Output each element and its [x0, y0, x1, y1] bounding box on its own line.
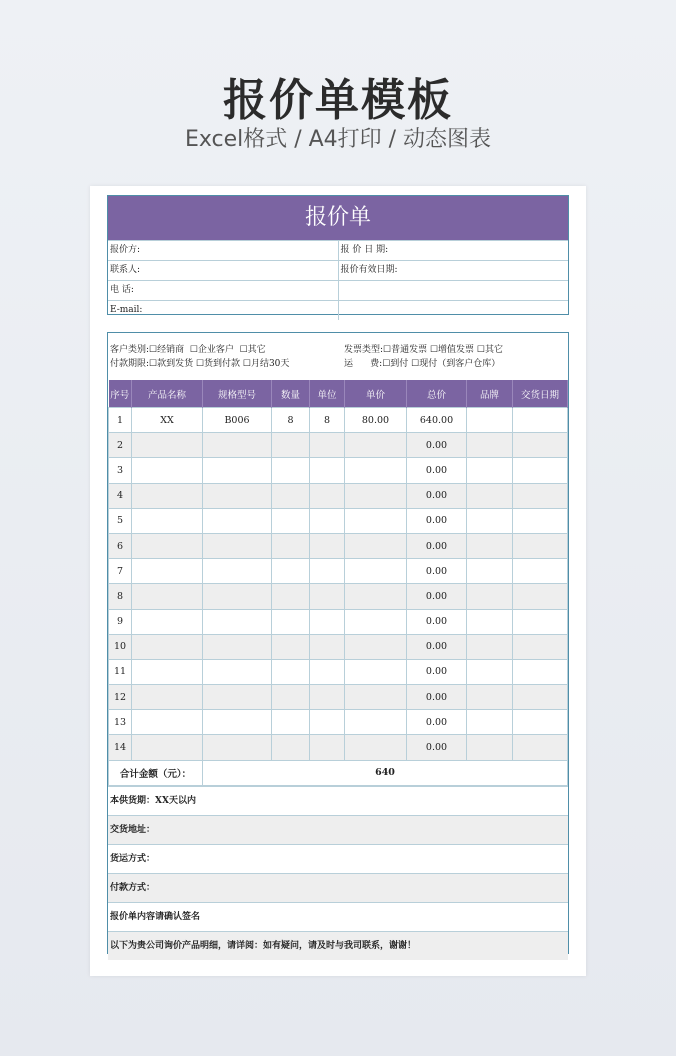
- table-cell[interactable]: [203, 659, 272, 684]
- table-row: [109, 685, 568, 710]
- quote-date-label[interactable]: 报 价 日 期:: [338, 241, 569, 260]
- table-cell[interactable]: [272, 609, 310, 634]
- table-cell[interactable]: XX: [132, 408, 203, 433]
- quote-header: [107, 195, 569, 315]
- table-cell[interactable]: [345, 735, 407, 760]
- table-cell[interactable]: [467, 659, 513, 684]
- table-row: [109, 735, 568, 760]
- table-cell[interactable]: 2: [109, 433, 132, 458]
- email-label[interactable]: E-mail:: [110, 305, 143, 315]
- info-row: [108, 280, 568, 300]
- table-cell[interactable]: [203, 735, 272, 760]
- table-row: [109, 710, 568, 735]
- table-cell[interactable]: [203, 559, 272, 584]
- note-row[interactable]: 货运方式：: [108, 844, 568, 873]
- table-cell[interactable]: [272, 584, 310, 609]
- table-cell[interactable]: [310, 433, 345, 458]
- empty-cell[interactable]: [338, 281, 569, 300]
- table-cell[interactable]: 0.00: [407, 433, 467, 458]
- table-cell[interactable]: [513, 433, 568, 458]
- info-row: [108, 300, 568, 320]
- table-row: [109, 634, 568, 659]
- table-cell[interactable]: [467, 433, 513, 458]
- table-cell[interactable]: [467, 508, 513, 533]
- quote-body: [107, 332, 569, 954]
- table-cell[interactable]: [272, 685, 310, 710]
- table-cell[interactable]: [272, 483, 310, 508]
- table-cell[interactable]: 6: [109, 533, 132, 558]
- table-cell[interactable]: [345, 508, 407, 533]
- table-cell[interactable]: 80.00: [345, 408, 407, 433]
- table-cell[interactable]: [513, 735, 568, 760]
- table-cell[interactable]: [310, 483, 345, 508]
- note-row[interactable]: 报价单内容请确认签名: [108, 902, 568, 931]
- table-header-row: [109, 380, 568, 408]
- table-cell[interactable]: [132, 559, 203, 584]
- table-cell[interactable]: [310, 508, 345, 533]
- table-cell[interactable]: [132, 659, 203, 684]
- table-row: [109, 609, 568, 634]
- table-cell[interactable]: [132, 508, 203, 533]
- table-cell[interactable]: [310, 559, 345, 584]
- table-cell[interactable]: [203, 609, 272, 634]
- table-cell[interactable]: 0.00: [407, 458, 467, 483]
- table-cell[interactable]: [513, 584, 568, 609]
- freight[interactable]: 运 费:☐到付 ☐现付（到客户仓库）: [344, 359, 501, 369]
- table-cell[interactable]: [310, 533, 345, 558]
- customer-type[interactable]: 客户类别:☐经销商 ☐企业客户 ☐其它: [110, 345, 266, 355]
- table-row: [109, 659, 568, 684]
- table-cell[interactable]: [513, 659, 568, 684]
- total-label: 合计金额（元）：: [109, 760, 203, 785]
- product-table: [108, 380, 568, 786]
- total-row: [109, 760, 568, 785]
- table-cell[interactable]: [345, 609, 407, 634]
- table-cell[interactable]: 12: [109, 685, 132, 710]
- table-cell[interactable]: B006: [203, 408, 272, 433]
- table-cell[interactable]: [272, 659, 310, 684]
- table-cell[interactable]: [310, 710, 345, 735]
- table-cell[interactable]: 7: [109, 559, 132, 584]
- table-cell[interactable]: 8: [272, 408, 310, 433]
- table-cell[interactable]: [345, 458, 407, 483]
- table-cell[interactable]: 0.00: [407, 533, 467, 558]
- table-cell[interactable]: 10: [109, 634, 132, 659]
- table-cell[interactable]: 0.00: [407, 483, 467, 508]
- table-cell[interactable]: [513, 609, 568, 634]
- table-cell[interactable]: [310, 458, 345, 483]
- contact-label[interactable]: 联系人:: [110, 265, 141, 275]
- table-row: [109, 533, 568, 558]
- table-cell[interactable]: [272, 710, 310, 735]
- column-header: 产品名称: [132, 380, 203, 408]
- table-cell[interactable]: [203, 685, 272, 710]
- table-cell[interactable]: [132, 710, 203, 735]
- notes-section: [108, 786, 568, 960]
- table-cell[interactable]: [345, 659, 407, 684]
- table-cell[interactable]: [310, 584, 345, 609]
- table-row: [109, 483, 568, 508]
- table-cell[interactable]: [467, 408, 513, 433]
- info-row: [108, 260, 568, 280]
- info-row: [108, 240, 568, 260]
- table-cell[interactable]: 14: [109, 735, 132, 760]
- table-cell[interactable]: [513, 533, 568, 558]
- table-cell[interactable]: [132, 685, 203, 710]
- table-cell[interactable]: [310, 634, 345, 659]
- table-cell[interactable]: [513, 685, 568, 710]
- table-cell[interactable]: [132, 483, 203, 508]
- page-subtitle: Excel格式 / A4打印 / 动态图表: [184, 127, 492, 152]
- table-cell[interactable]: [467, 609, 513, 634]
- table-cell[interactable]: 0.00: [407, 685, 467, 710]
- column-header: 单位: [310, 380, 345, 408]
- table-cell[interactable]: [272, 634, 310, 659]
- column-header: 总价: [407, 380, 467, 408]
- table-cell[interactable]: [345, 533, 407, 558]
- table-cell[interactable]: 1: [109, 408, 132, 433]
- page-title: 报价单模板: [223, 75, 453, 126]
- table-cell[interactable]: [132, 433, 203, 458]
- empty-cell[interactable]: [338, 301, 569, 320]
- invoice-type[interactable]: 发票类型:☐普通发票 ☐增值发票 ☐其它: [344, 345, 503, 355]
- table-cell[interactable]: 0.00: [407, 710, 467, 735]
- column-header: 品牌: [467, 380, 513, 408]
- quote-banner: 报价单: [108, 196, 568, 240]
- table-cell[interactable]: [272, 559, 310, 584]
- table-cell[interactable]: [513, 408, 568, 433]
- table-cell[interactable]: 0.00: [407, 508, 467, 533]
- table-cell[interactable]: [203, 433, 272, 458]
- column-header: 序号: [109, 380, 132, 408]
- table-cell[interactable]: [310, 659, 345, 684]
- column-header: 交货日期: [513, 380, 568, 408]
- table-cell[interactable]: 8: [109, 584, 132, 609]
- table-row: [109, 458, 568, 483]
- table-cell[interactable]: 0.00: [407, 559, 467, 584]
- table-cell[interactable]: [272, 433, 310, 458]
- table-cell[interactable]: 0.00: [407, 735, 467, 760]
- table-cell[interactable]: 13: [109, 710, 132, 735]
- table-cell[interactable]: [132, 634, 203, 659]
- table-cell[interactable]: 9: [109, 609, 132, 634]
- table-cell[interactable]: 11: [109, 659, 132, 684]
- table-cell[interactable]: [132, 735, 203, 760]
- table-cell[interactable]: [513, 710, 568, 735]
- table-cell[interactable]: [467, 559, 513, 584]
- table-cell[interactable]: 5: [109, 508, 132, 533]
- table-cell[interactable]: 0.00: [407, 634, 467, 659]
- table-cell[interactable]: [132, 533, 203, 558]
- table-cell[interactable]: [467, 735, 513, 760]
- table-cell[interactable]: [513, 458, 568, 483]
- table-cell[interactable]: [467, 710, 513, 735]
- column-header: 数量: [272, 380, 310, 408]
- quoter-label[interactable]: 报价方:: [110, 245, 141, 255]
- table-cell[interactable]: [467, 685, 513, 710]
- table-cell[interactable]: 8: [310, 408, 345, 433]
- table-cell[interactable]: [345, 584, 407, 609]
- order-meta: [108, 333, 568, 380]
- note-row[interactable]: 以下为贵公司询价产品明细，请详阅：如有疑问，请及时与我司联系，谢谢！: [108, 931, 568, 960]
- note-row[interactable]: 本供货期：XX天以内: [108, 786, 568, 815]
- table-cell[interactable]: [513, 634, 568, 659]
- table-cell[interactable]: [132, 584, 203, 609]
- valid-date-label[interactable]: 报价有效日期:: [338, 261, 569, 280]
- table-cell[interactable]: [345, 483, 407, 508]
- table-cell[interactable]: 0.00: [407, 659, 467, 684]
- phone-label[interactable]: 电 话:: [110, 285, 134, 295]
- table-cell[interactable]: [345, 559, 407, 584]
- table-cell[interactable]: [203, 710, 272, 735]
- table-cell[interactable]: [513, 508, 568, 533]
- note-row[interactable]: 交货地址：: [108, 815, 568, 844]
- table-row: [109, 433, 568, 458]
- table-cell[interactable]: 4: [109, 483, 132, 508]
- table-cell[interactable]: 3: [109, 458, 132, 483]
- table-cell[interactable]: [310, 685, 345, 710]
- table-cell[interactable]: 0.00: [407, 584, 467, 609]
- table-row: [109, 584, 568, 609]
- table-cell[interactable]: [203, 584, 272, 609]
- table-cell[interactable]: [345, 433, 407, 458]
- table-cell[interactable]: [345, 710, 407, 735]
- table-cell[interactable]: [203, 634, 272, 659]
- table-cell[interactable]: [310, 609, 345, 634]
- table-cell[interactable]: [132, 609, 203, 634]
- table-cell[interactable]: [203, 508, 272, 533]
- table-cell[interactable]: [203, 483, 272, 508]
- total-value[interactable]: 640: [203, 760, 568, 785]
- table-cell[interactable]: [272, 458, 310, 483]
- table-cell[interactable]: [345, 634, 407, 659]
- note-row[interactable]: 付款方式：: [108, 873, 568, 902]
- table-row: [109, 559, 568, 584]
- table-row: [109, 408, 568, 433]
- table-cell[interactable]: [467, 483, 513, 508]
- table-cell[interactable]: [467, 634, 513, 659]
- table-cell[interactable]: [345, 685, 407, 710]
- table-cell[interactable]: 640.00: [407, 408, 467, 433]
- table-cell[interactable]: [203, 458, 272, 483]
- table-cell[interactable]: [272, 508, 310, 533]
- table-cell[interactable]: [310, 735, 345, 760]
- table-cell[interactable]: [272, 533, 310, 558]
- table-cell[interactable]: [513, 483, 568, 508]
- table-cell[interactable]: [467, 458, 513, 483]
- table-cell[interactable]: [272, 735, 310, 760]
- table-cell[interactable]: [467, 584, 513, 609]
- table-cell[interactable]: [132, 458, 203, 483]
- table-row: [109, 508, 568, 533]
- column-header: 单价: [345, 380, 407, 408]
- table-cell[interactable]: [467, 533, 513, 558]
- table-cell[interactable]: [513, 559, 568, 584]
- column-header: 规格型号: [203, 380, 272, 408]
- payment-term[interactable]: 付款期限:☐款到发货 ☐货到付款 ☐月结30天: [110, 359, 290, 369]
- table-cell[interactable]: 0.00: [407, 609, 467, 634]
- table-cell[interactable]: [203, 533, 272, 558]
